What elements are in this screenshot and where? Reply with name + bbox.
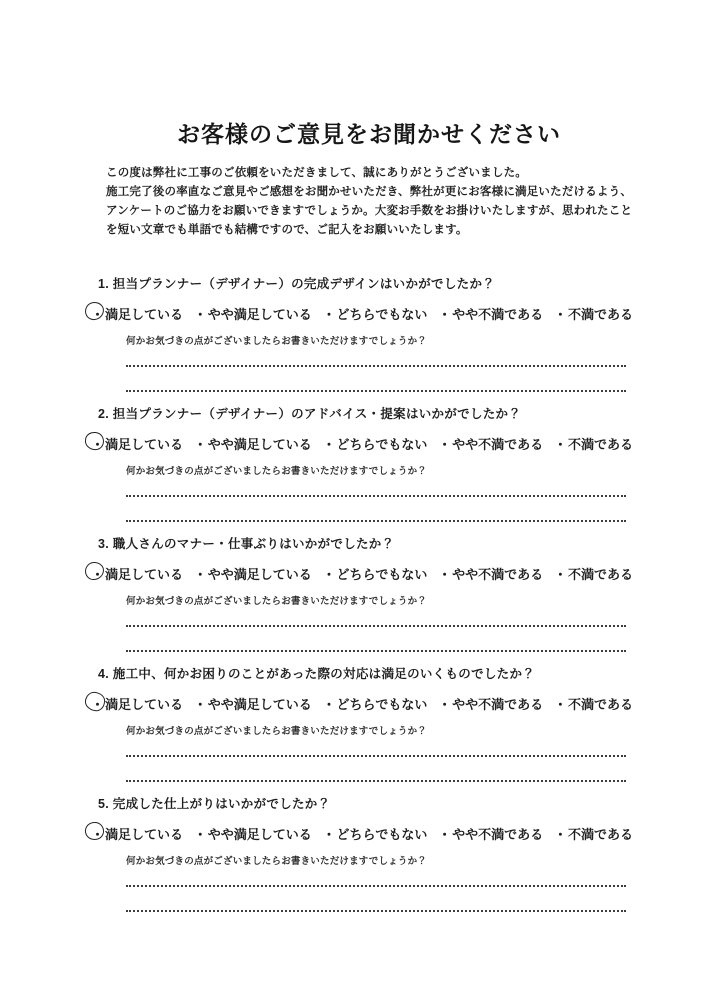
comment-prompt: 何かお気づきの点がございましたらお書きいただけますでしょうか？ — [126, 726, 427, 737]
rating-option-satisfied — [91, 824, 183, 843]
option-label: やや不満である — [452, 697, 544, 712]
option-bullet: ・ — [438, 437, 452, 452]
option-bullet: ・ — [553, 567, 567, 582]
option-label: 不満である — [567, 827, 633, 842]
rating-options-row — [91, 304, 633, 323]
option-label: どちらでもない — [336, 827, 428, 842]
rating-option-somewhat-satisfied — [194, 434, 312, 453]
answer-line — [126, 495, 626, 497]
option-label: やや不満である — [452, 437, 544, 452]
option-label: どちらでもない — [336, 307, 428, 322]
option-label: 満足している — [105, 437, 184, 452]
rating-option-satisfied — [91, 434, 183, 453]
question-title: 2. 担当プランナー（デザイナー）のアドバイス・提案はいかがでしたか？ — [98, 407, 522, 421]
answer-line — [126, 520, 626, 522]
rating-option-somewhat-satisfied — [194, 564, 312, 583]
option-label: どちらでもない — [336, 437, 428, 452]
option-bullet: ・ — [438, 827, 452, 842]
rating-option-somewhat-dissatisfied — [438, 824, 543, 843]
question-block-1 — [91, 276, 658, 406]
rating-options-row — [91, 434, 633, 453]
answer-line — [126, 390, 626, 392]
option-label: やや不満である — [452, 307, 544, 322]
option-bullet: ・ — [91, 437, 105, 452]
option-label: やや満足している — [207, 567, 312, 582]
rating-option-satisfied — [91, 304, 183, 323]
rating-option-neutral — [323, 434, 428, 453]
option-label: 不満である — [567, 307, 633, 322]
option-bullet: ・ — [91, 567, 105, 582]
option-label: やや満足している — [207, 697, 312, 712]
option-label: やや不満である — [452, 567, 544, 582]
option-bullet: ・ — [553, 697, 567, 712]
rating-option-satisfied — [91, 694, 183, 713]
option-bullet: ・ — [193, 437, 207, 452]
rating-options-row — [91, 694, 633, 713]
question-block-3 — [91, 536, 658, 666]
option-bullet: ・ — [553, 437, 567, 452]
option-label: 不満である — [567, 437, 633, 452]
rating-option-somewhat-dissatisfied — [438, 564, 543, 583]
option-label: 満足している — [105, 567, 184, 582]
option-bullet: ・ — [193, 827, 207, 842]
comment-prompt: 何かお気づきの点がございましたらお書きいただけますでしょうか？ — [126, 856, 427, 867]
intro-paragraph-1: この度は弊社に工事のご依頼をいただきまして、誠にありがとうございました。 — [106, 167, 527, 179]
rating-option-satisfied — [91, 564, 183, 583]
option-bullet: ・ — [553, 307, 567, 322]
option-label: やや満足している — [207, 827, 312, 842]
rating-option-neutral — [323, 304, 428, 323]
question-title: 1. 担当プランナー（デザイナー）の完成デザインはいかがでしたか？ — [98, 277, 496, 291]
option-label: どちらでもない — [336, 697, 428, 712]
option-bullet: ・ — [193, 567, 207, 582]
rating-option-somewhat-satisfied — [194, 824, 312, 843]
answer-line — [126, 885, 626, 887]
option-label: やや不満である — [452, 827, 544, 842]
rating-option-dissatisfied — [554, 564, 633, 583]
rating-option-dissatisfied — [554, 824, 633, 843]
option-bullet: ・ — [91, 697, 105, 712]
option-bullet: ・ — [322, 697, 336, 712]
answer-line — [126, 650, 626, 652]
answer-line — [126, 755, 626, 757]
rating-option-dissatisfied — [554, 694, 633, 713]
option-bullet: ・ — [91, 827, 105, 842]
rating-option-somewhat-satisfied — [194, 304, 312, 323]
option-label: 満足している — [105, 827, 184, 842]
question-block-5 — [91, 796, 658, 926]
question-block-2 — [91, 406, 658, 536]
option-bullet: ・ — [438, 307, 452, 322]
answer-line — [126, 365, 626, 367]
option-label: 不満である — [567, 697, 633, 712]
rating-option-neutral — [323, 694, 428, 713]
answer-line — [126, 910, 626, 912]
question-list — [91, 276, 658, 926]
option-bullet: ・ — [193, 307, 207, 322]
rating-option-dissatisfied — [554, 434, 633, 453]
rating-option-somewhat-dissatisfied — [438, 694, 543, 713]
rating-options-row — [91, 564, 633, 583]
option-label: やや満足している — [207, 437, 312, 452]
option-label: どちらでもない — [336, 567, 428, 582]
option-label: 不満である — [567, 567, 633, 582]
option-bullet: ・ — [322, 437, 336, 452]
question-title: 3. 職人さんのマナー・仕事ぶりはいかがでしたか？ — [98, 537, 395, 551]
question-block-4 — [91, 666, 658, 796]
option-bullet: ・ — [438, 567, 452, 582]
option-label: やや満足している — [207, 307, 312, 322]
rating-option-neutral — [323, 564, 428, 583]
comment-prompt: 何かお気づきの点がございましたらお書きいただけますでしょうか？ — [126, 466, 427, 477]
rating-option-dissatisfied — [554, 304, 633, 323]
rating-option-somewhat-dissatisfied — [438, 304, 543, 323]
comment-prompt: 何かお気づきの点がございましたらお書きいただけますでしょうか？ — [126, 336, 427, 347]
answer-line — [126, 625, 626, 627]
option-bullet: ・ — [322, 567, 336, 582]
option-bullet: ・ — [322, 307, 336, 322]
rating-option-somewhat-satisfied — [194, 694, 312, 713]
option-label: 満足している — [105, 307, 184, 322]
rating-option-somewhat-dissatisfied — [438, 434, 543, 453]
option-bullet: ・ — [322, 827, 336, 842]
option-bullet: ・ — [91, 307, 105, 322]
option-label: 満足している — [105, 697, 184, 712]
option-bullet: ・ — [438, 697, 452, 712]
intro-paragraph-2: 施工完了後の率直なご意見やご感想をお聞かせいただき、弊社が更にお客様に満足いただけるよう、アンケートのご協力をお願いできますでしょうか。大変お手数をお掛けいたしますが、思われたことを短い文章でも単語でも結構ですので、ご記入をお願いいたします。 — [106, 186, 633, 236]
question-title: 4. 施工中、何かお困りのことがあった際の対応は満足のいくものでしたか？ — [98, 667, 536, 681]
rating-options-row — [91, 824, 633, 843]
intro-text — [106, 164, 638, 240]
option-bullet: ・ — [553, 827, 567, 842]
question-title: 5. 完成した仕上がりはいかがでしたか？ — [98, 797, 331, 811]
rating-option-neutral — [323, 824, 428, 843]
option-bullet: ・ — [193, 697, 207, 712]
comment-prompt: 何かお気づきの点がございましたらお書きいただけますでしょうか？ — [126, 596, 427, 607]
answer-line — [126, 780, 626, 782]
page-title: お客様のご意見をお聞かせください — [177, 122, 561, 147]
